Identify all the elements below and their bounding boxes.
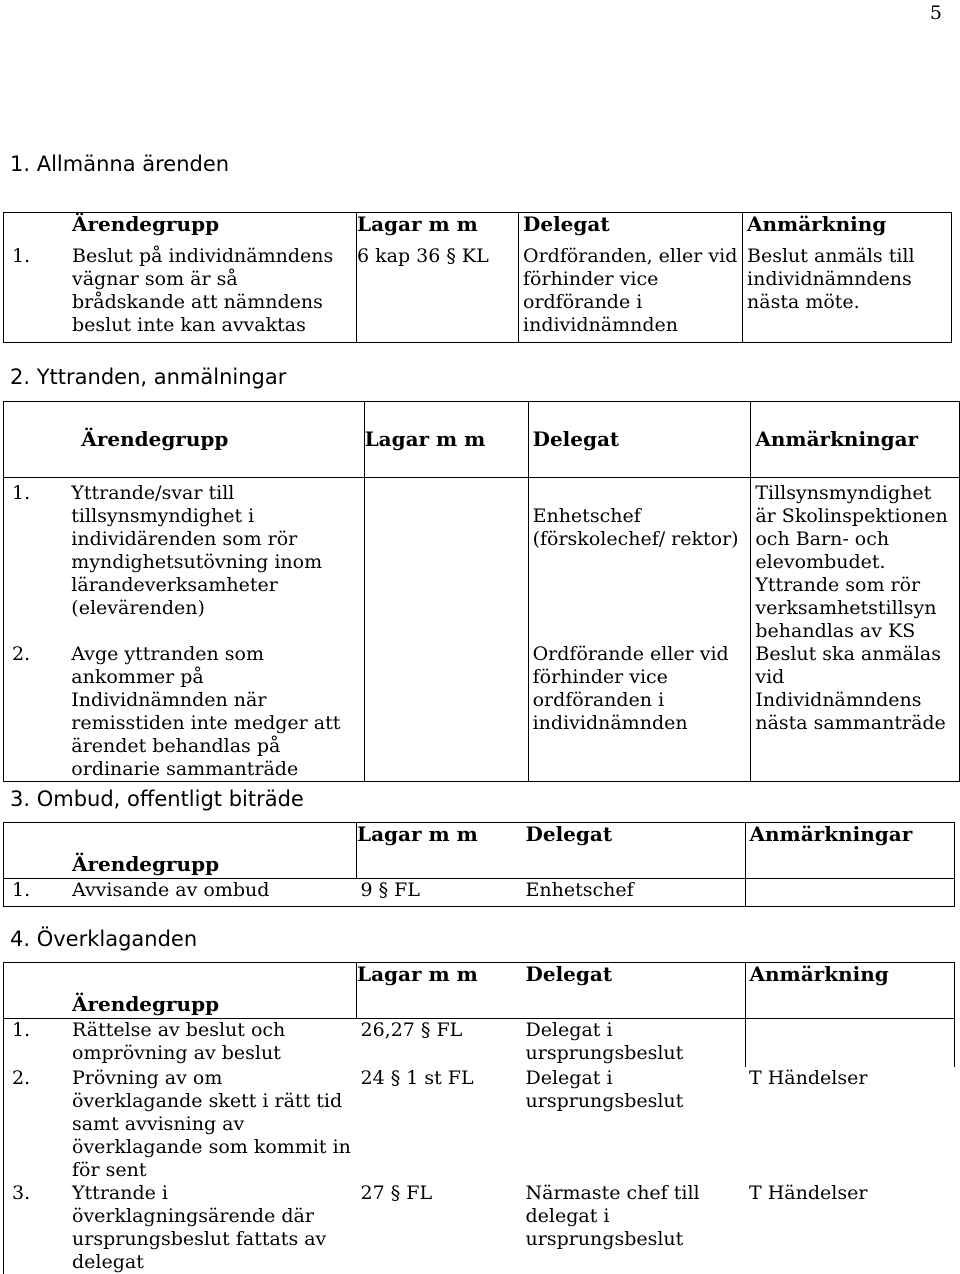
row-number: 1. bbox=[4, 245, 69, 343]
header-delegate: Delegat bbox=[519, 213, 743, 245]
header-group: Ärendegrupp bbox=[67, 402, 364, 478]
delegation-table bbox=[3, 212, 952, 343]
row-remark: T Händelser bbox=[749, 1066, 868, 1089]
header-delegate: Delegat bbox=[522, 963, 746, 1019]
header-remark: Anmärkning bbox=[743, 213, 952, 245]
row-remark bbox=[745, 1019, 954, 1067]
row-laws bbox=[364, 478, 528, 644]
table-row bbox=[4, 1067, 955, 1182]
delegation-table bbox=[3, 962, 955, 1274]
table-row bbox=[4, 643, 960, 782]
row-group: Rättelse av beslut och omprövning av beslut bbox=[68, 1019, 357, 1067]
row-laws: 6 kap 36 § KL bbox=[357, 245, 519, 343]
page-number: 5 bbox=[929, 2, 942, 24]
table-row bbox=[4, 1019, 955, 1067]
row-group: Avvisande av ombud bbox=[68, 879, 357, 907]
table-header-row bbox=[4, 213, 952, 245]
header-laws: Lagar m m bbox=[357, 823, 522, 879]
section-title: 2. Yttranden, anmälningar bbox=[10, 365, 287, 389]
header-delegate: Delegat bbox=[522, 823, 746, 879]
row-number: 2. bbox=[4, 1067, 69, 1182]
row-remark: Beslut ska anmälas vid Individnämndens nästa sammanträde bbox=[751, 643, 960, 782]
table-header-row bbox=[4, 402, 960, 478]
row-laws: 26,27 § FL bbox=[357, 1019, 522, 1067]
row-delegate: Enhetschef (förskolechef/ rektor) bbox=[528, 478, 751, 644]
row-number: 1. bbox=[4, 1019, 69, 1067]
header-remark: Anmärkningar bbox=[745, 823, 954, 879]
header-laws: Lagar m m bbox=[357, 213, 519, 245]
table-row bbox=[4, 1182, 955, 1274]
table-row bbox=[4, 245, 952, 343]
header-group: Ärendegrupp bbox=[68, 823, 357, 879]
table-header-row bbox=[4, 823, 955, 879]
header-laws: Lagar m m bbox=[357, 963, 522, 1019]
row-delegate: Närmaste chef till delegat i ursprungsbeslut bbox=[525, 1181, 700, 1250]
section-title: 3. Ombud, offentligt biträde bbox=[10, 787, 304, 811]
section-title: 1. Allmänna ärenden bbox=[10, 152, 230, 176]
table-row bbox=[4, 879, 955, 907]
row-group: Prövning av om överklagande skett i rätt tid samt avvisning av överklagande som kommit in för sent bbox=[72, 1066, 351, 1181]
row-remark: Tillsynsmyndighet är Skolinspektionen och Barn- och elevombudet. Yttrande som rör verksamhetstillsyn behandlas av KS bbox=[751, 478, 960, 644]
row-laws: 27 § FL bbox=[360, 1181, 433, 1204]
table-header-row bbox=[4, 963, 955, 1019]
row-delegate: Enhetschef bbox=[522, 879, 746, 907]
row-remark bbox=[745, 879, 954, 907]
header-delegate: Delegat bbox=[528, 402, 751, 478]
row-delegate: Delegat i ursprungsbeslut bbox=[522, 1019, 746, 1067]
row-group: Yttrande i överklagningsärende där ursprungsbeslut fattats av delegat bbox=[72, 1181, 327, 1273]
row-delegate: Ordföranden, eller vid förhinder vice ordförande i individnämnden bbox=[519, 245, 743, 343]
row-laws: 24 § 1 st FL bbox=[360, 1066, 474, 1089]
row-number: 3. bbox=[4, 1182, 69, 1274]
row-laws bbox=[364, 643, 528, 782]
row-number: 1. bbox=[4, 879, 69, 907]
section-title: 4. Överklaganden bbox=[10, 927, 198, 951]
table-row bbox=[4, 478, 960, 644]
header-remark: Anmärkning bbox=[745, 963, 954, 1019]
delegation-table bbox=[3, 401, 960, 782]
row-group: Beslut på individnämndens vägnar som är så brådskande att nämndens beslut inte kan avvaktas bbox=[68, 245, 357, 343]
delegation-table bbox=[3, 822, 955, 907]
row-delegate: Ordförande eller vid förhinder vice ordföranden i individnämnden bbox=[528, 643, 751, 782]
row-number: 2. bbox=[4, 643, 68, 782]
row-remark: T Händelser bbox=[749, 1181, 868, 1204]
header-laws: Lagar m m bbox=[364, 402, 528, 478]
row-remark: Beslut anmäls till individnämndens nästa möte. bbox=[743, 245, 952, 343]
header-group: Ärendegrupp bbox=[68, 213, 357, 245]
header-group: Ärendegrupp bbox=[68, 963, 357, 1019]
header-remark: Anmärkningar bbox=[751, 402, 960, 478]
row-number: 1. bbox=[4, 478, 68, 644]
row-group: Yttrande/svar till tillsynsmyndighet i individärenden som rör myndighetsutövning inom lärandeverksamheter (elevärenden) bbox=[71, 482, 323, 619]
row-laws: 9 § FL bbox=[357, 879, 522, 907]
row-delegate: Delegat i ursprungsbeslut bbox=[525, 1066, 684, 1112]
row-group: Avge yttranden som ankommer på Individnämnden när remisstiden inte medger att ärendet behandlas på ordinarie sammanträde bbox=[67, 643, 364, 782]
